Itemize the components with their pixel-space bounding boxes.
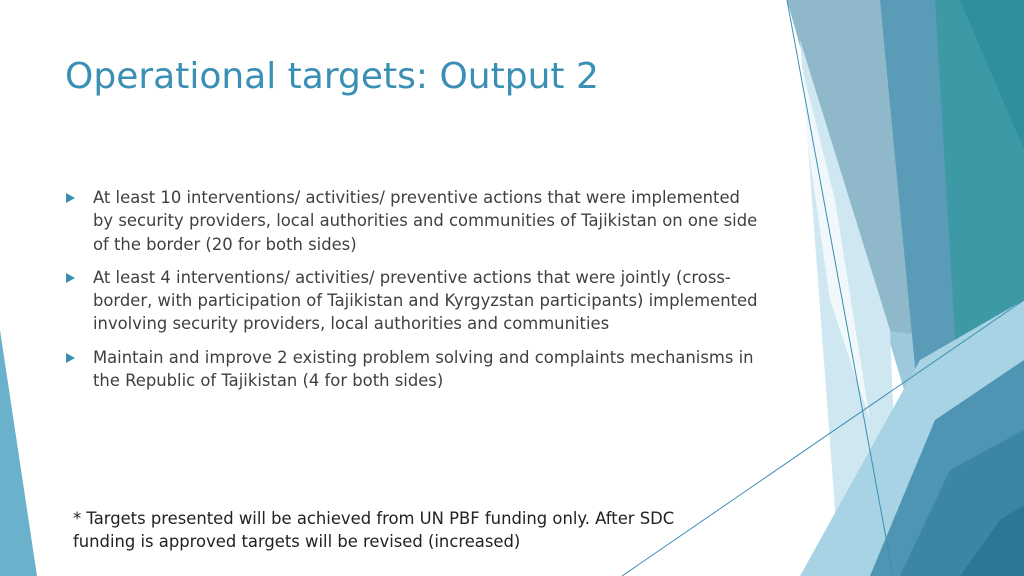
bullet-text: Maintain and improve 2 existing problem solving and complaints mechanisms in the Republic of Tajikistan (4 for both sides) (93, 347, 754, 391)
bullet-text: At least 10 interventions/ activities/ preventive actions that were implemented by security providers, local authorities and communities of Tajikistan on one side of the border (20 for both sides) (93, 188, 758, 254)
list-item (64, 186, 764, 256)
triangle-right-icon (66, 193, 75, 203)
facet-left-bottom (0, 330, 37, 576)
slide-title: Operational targets: Output 2 (65, 56, 599, 97)
list-item (64, 266, 764, 336)
list-item (64, 346, 764, 393)
bullet-text: At least 4 interventions/ activities/ preventive actions that were jointly (cross-border, with participation of Tajikistan and Kyrgyzstan participants) implemented involving security providers, local authorities and communities (93, 267, 758, 334)
triangle-right-icon (66, 353, 75, 363)
triangle-right-icon (66, 273, 75, 283)
bullet-list (64, 186, 764, 402)
footnote: * Targets presented will be achieved from UN PBF funding only. After SDC funding is approved targets will be revised (increased) (73, 509, 675, 551)
